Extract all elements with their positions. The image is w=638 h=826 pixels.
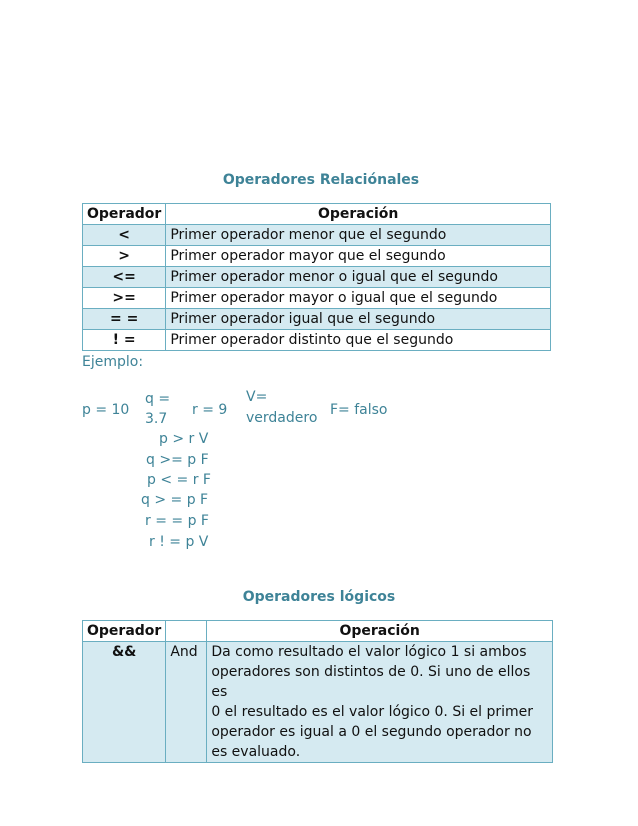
operator-cell: = = bbox=[83, 309, 166, 330]
var-p: p = 10 bbox=[82, 402, 130, 418]
operation-cell: Primer operador distinto que el segundo bbox=[166, 330, 551, 351]
table-row bbox=[83, 267, 551, 288]
operator-cell: <= bbox=[83, 267, 166, 288]
var-v-top: V= bbox=[246, 389, 268, 405]
var-v-bottom: verdadero bbox=[246, 410, 318, 426]
operation-cell: Primer operador menor o igual que el segundo bbox=[166, 267, 551, 288]
column-header-operation: Operación bbox=[207, 621, 553, 642]
table-row bbox=[83, 246, 551, 267]
example-line: p < = r F bbox=[147, 472, 211, 488]
var-q-top: q = bbox=[145, 391, 171, 407]
operation-cell: Primer operador mayor o igual que el segundo bbox=[166, 288, 551, 309]
column-header-name bbox=[166, 621, 207, 642]
example-line: r ! = p V bbox=[149, 534, 209, 550]
var-r: r = 9 bbox=[192, 402, 228, 418]
example-line: r = = p F bbox=[145, 513, 209, 529]
operator-cell: ! = bbox=[83, 330, 166, 351]
relational-operators-table bbox=[82, 203, 551, 351]
operation-cell: Primer operador menor que el segundo bbox=[166, 225, 551, 246]
operator-name-cell: And bbox=[166, 642, 207, 763]
operator-cell: && bbox=[83, 642, 166, 763]
operation-cell: Primer operador igual que el segundo bbox=[166, 309, 551, 330]
example-line: q > = p F bbox=[141, 492, 209, 508]
table-row bbox=[83, 330, 551, 351]
column-header-operation: Operación bbox=[166, 204, 551, 225]
logical-operators-table bbox=[82, 620, 553, 763]
column-header-operator: Operador bbox=[83, 204, 166, 225]
operator-cell: >= bbox=[83, 288, 166, 309]
relational-operators-title: Operadores Relaciónales bbox=[222, 172, 420, 188]
table-row bbox=[83, 642, 553, 763]
column-header-operator: Operador bbox=[83, 621, 166, 642]
operation-cell bbox=[207, 642, 553, 763]
operation-line: operadores son distintos de 0. Si uno de ellos es bbox=[211, 664, 531, 700]
example-line: q >= p F bbox=[146, 452, 209, 468]
operation-cell: Primer operador mayor que el segundo bbox=[166, 246, 551, 267]
example-label: Ejemplo: bbox=[82, 354, 144, 370]
table-header-row bbox=[83, 621, 553, 642]
table-header-row bbox=[83, 204, 551, 225]
operator-cell: < bbox=[83, 225, 166, 246]
table-row bbox=[83, 288, 551, 309]
var-f: F= falso bbox=[330, 402, 388, 418]
operator-cell: > bbox=[83, 246, 166, 267]
table-row bbox=[83, 225, 551, 246]
operation-line: es evaluado. bbox=[211, 744, 301, 760]
operation-line: Da como resultado el valor lógico 1 si ambos bbox=[211, 644, 527, 660]
operation-line: operador es igual a 0 el segundo operador no bbox=[211, 724, 532, 740]
operation-line: 0 el resultado es el valor lógico 0. Si el primer bbox=[211, 704, 534, 720]
logical-operators-title: Operadores lógicos bbox=[242, 589, 396, 605]
example-line: p > r V bbox=[159, 431, 209, 447]
table-row bbox=[83, 309, 551, 330]
var-q-bottom: 3.7 bbox=[145, 411, 168, 427]
